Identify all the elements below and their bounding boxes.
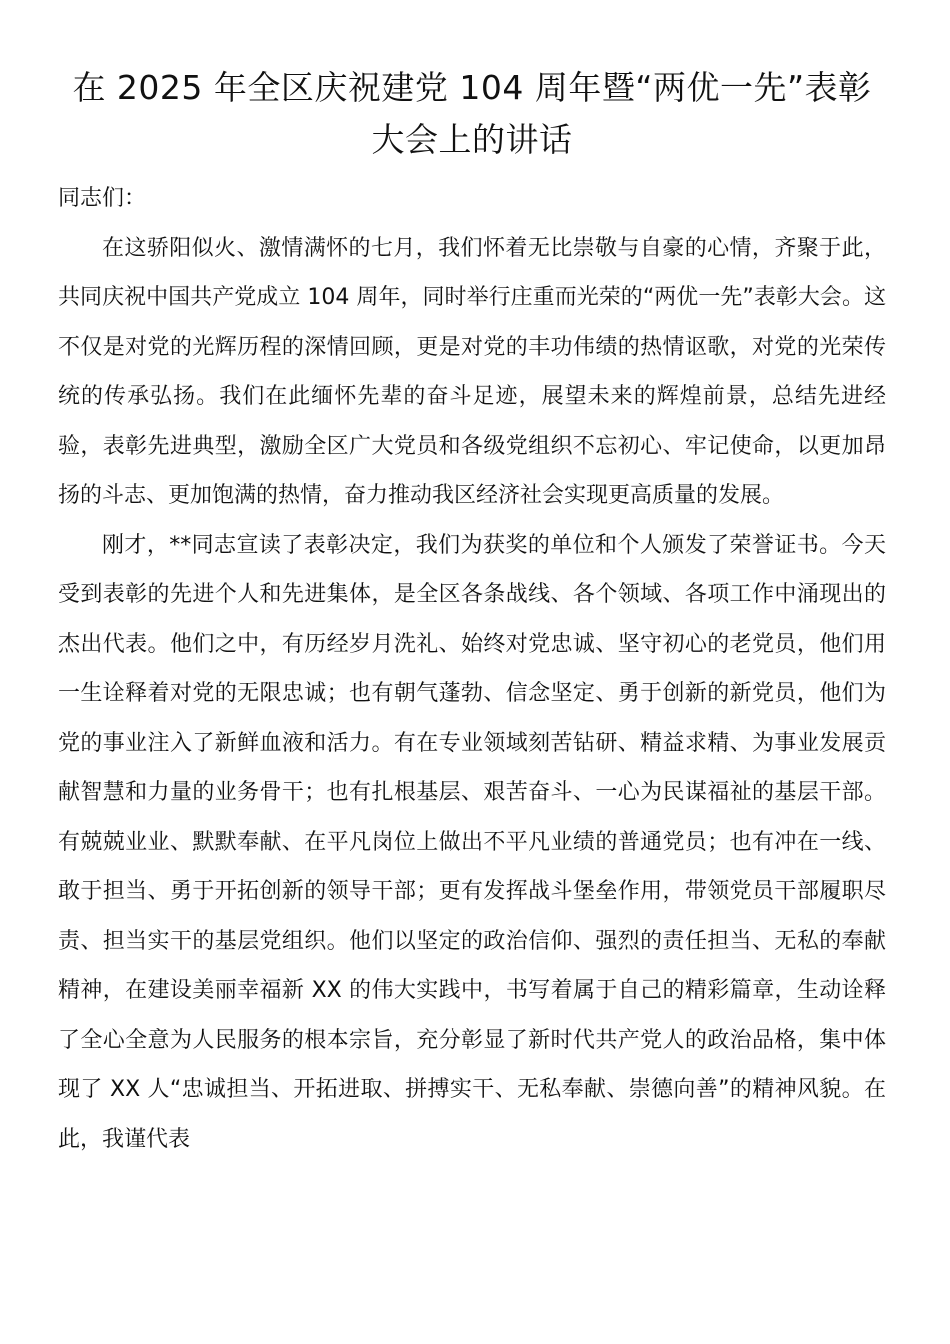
salutation: 同志们： [58,186,147,211]
paragraph-opening: 在这骄阳似火、激情满怀的七月，我们怀着无比崇敬与自豪的心情，齐聚于此，共同庆祝中国共产党成立 104 周年，同时举行庄重而光荣的“两优一先”表彰大会。这不仅是对党的光辉历程的深情回顾，更是对党的丰功伟绩的热情讴歌，对党的光荣传统的传承弘扬。我们在此缅怀先辈的奋斗足迹，展望未来的辉煌前景，总结先进经验，表彰先进典型，激励全区广大党员和各级党组织不忘初心、牢记使命，以更加昂扬的斗志、更加饱满的热情，奋力推动我区经济社会实现更高质量的发展。 [58,235,886,508]
paragraph-commendation: 刚才，**同志宣读了表彰决定，我们为获奖的单位和个人颁发了荣誉证书。今天受到表彰的先进个人和先进集体，是全区各条战线、各个领域、各项工作中涌现出的杰出代表。他们之中，有历经岁月洗礼、始终对党忠诚、坚守初心的老党员，他们用一生诠释着对党的无限忠诚；也有朝气蓬勃、信念坚定、勇于创新的新党员，他们为党的事业注入了新鲜血液和活力。有在专业领域刻苦钻研、精益求精、为事业发展贡献智慧和力量的业务骨干；也有扎根基层、艰苦奋斗、一心为民谋福祉的基层干部。有兢兢业业、默默奉献、在平凡岗位上做出不平凡业绩的普通党员；也有冲在一线、敢于担当、勇于开拓创新的领导干部；更有发挥战斗堡垒作用，带领党员干部履职尽责、担当实干的基层党组织。他们以坚定的政治信仰、强烈的责任担当、无私的奉献精神，在建设美丽幸福新 XX 的伟大实践中，书写着属于自己的精彩篇章，生动诠释了全心全意为人民服务的根本宗旨，充分彰显了新时代共产党人的政治品格，集中体现了 XX 人“忠诚担当、开拓进取、拼搏实干、无私奉献、崇德向善”的精神风貌。在此，我谨代表 [58,532,886,1152]
document-title: 在 2025 年全区庆祝建党 104 周年暨“两优一先”表彰大会上的讲话 [72,68,872,159]
